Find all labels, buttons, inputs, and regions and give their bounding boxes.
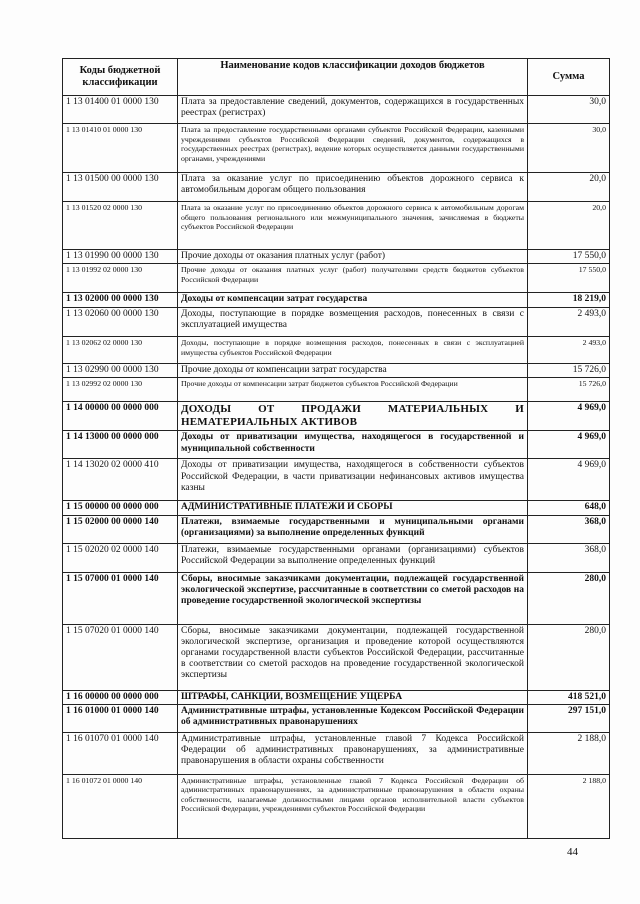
table-row [63, 250, 610, 264]
row-name: Платежи, взимаемые государственными органами (организациями) субъектов Российской Федерации за выполнение определенных функций [178, 543, 528, 572]
row-code: 1 13 02060 00 0000 130 [63, 308, 178, 337]
row-sum: 2 188,0 [528, 774, 610, 838]
row-code: 1 13 01400 01 0000 130 [63, 96, 178, 124]
row-code: 1 13 01500 00 0000 130 [63, 173, 178, 202]
table-row [63, 264, 610, 293]
row-code: 1 15 02000 00 0000 140 [63, 515, 178, 543]
row-name: Доходы, поступающие в порядке возмещения расходов, понесенных в связи с эксплуатацией имущества [178, 308, 528, 337]
row-name: Административные штрафы, установленные Кодексом Российской Федерации об административных правонарушениях [178, 704, 528, 732]
row-name: АДМИНИСТРАТИВНЫЕ ПЛАТЕЖИ И СБОРЫ [178, 501, 528, 515]
row-name: Доходы от компенсации затрат государства [178, 293, 528, 308]
row-name: Плата за предоставление государственными органами субъектов Российской Федерации, казенными учреждениями субъектов Российской Федерации сведений, документов, содержащихся в государственных реестрах (регистрах), ведение которых осуществляется данными государственными органами, учреждениями [178, 124, 528, 173]
row-code: 1 15 02020 02 0000 140 [63, 543, 178, 572]
row-code: 1 16 01072 01 0000 140 [63, 774, 178, 838]
table-row [63, 308, 610, 337]
table-row [63, 572, 610, 624]
row-name: ДОХОДЫ ОТ ПРОДАЖИ МАТЕРИАЛЬНЫХ И НЕМАТЕРИАЛЬНЫХ АКТИВОВ [178, 402, 528, 431]
table-row [63, 624, 610, 690]
row-sum: 648,0 [528, 501, 610, 515]
row-sum: 280,0 [528, 624, 610, 690]
row-name: Плата за оказание услуг по присоединению объектов дорожного сервиса к автомобильным дорогам общего пользования [178, 173, 528, 202]
row-sum: 20,0 [528, 173, 610, 202]
header-name: Наименование кодов классификации доходов бюджетов [178, 59, 528, 96]
table-row [63, 774, 610, 838]
row-sum: 18 219,0 [528, 293, 610, 308]
row-code: 1 13 02062 02 0000 130 [63, 337, 178, 364]
row-name: Платежи, взимаемые государственными и муниципальными органами (организациями) за выполнение определенных функций [178, 515, 528, 543]
table-row [63, 378, 610, 402]
row-sum: 4 969,0 [528, 431, 610, 459]
table-row [63, 431, 610, 459]
row-code: 1 16 01000 01 0000 140 [63, 704, 178, 732]
table-row [63, 202, 610, 250]
table-row [63, 173, 610, 202]
row-name: Доходы от приватизации имущества, находящегося в собственности субъектов Российской Федерации, в части приватизации нефинансовых активов имущества казны [178, 459, 528, 501]
row-sum: 20,0 [528, 202, 610, 250]
row-sum: 418 521,0 [528, 690, 610, 704]
row-name: Прочие доходы от оказания платных услуг (работ) получателями средств бюджетов субъектов Российской Федерации [178, 264, 528, 293]
row-name: Сборы, вносимые заказчиками документации, подлежащей государственной экологической экспертизе, организация и проведение которой осуществляются органами государственной власти субъектов Российской Федерации, рассчитанные в соответствии со сметой расходов на проведение государственной экологической экспертизы [178, 624, 528, 690]
row-sum: 297 151,0 [528, 704, 610, 732]
row-code: 1 15 07020 01 0000 140 [63, 624, 178, 690]
row-sum: 2 188,0 [528, 732, 610, 774]
row-name: Сборы, вносимые заказчиками документации, подлежащей государственной экологической экспертизе, рассчитанные в соответствии со сметой расходов на проведение государственной экологической экспертизы [178, 572, 528, 624]
row-code: 1 15 00000 00 0000 000 [63, 501, 178, 515]
row-name: Доходы, поступающие в порядке возмещения расходов, понесенных в связи с эксплуатацией имущества субъектов Российской Федерации [178, 337, 528, 364]
row-name: Прочие доходы от компенсации затрат бюджетов субъектов Российской Федерации [178, 378, 528, 402]
row-code: 1 13 01990 00 0000 130 [63, 250, 178, 264]
header-sum: Сумма [528, 59, 610, 96]
row-sum: 368,0 [528, 515, 610, 543]
row-name: ШТРАФЫ, САНКЦИИ, ВОЗМЕЩЕНИЕ УЩЕРБА [178, 690, 528, 704]
row-sum: 15 726,0 [528, 378, 610, 402]
table-row [63, 515, 610, 543]
table-row [63, 501, 610, 515]
row-sum: 17 550,0 [528, 250, 610, 264]
row-name: Административные штрафы, установленные главой 7 Кодекса Российской Федерации об административных правонарушениях, за административные правонарушения в области охраны собственности, налагаемые должностными лицами органов исполнительной власти субъектов Российской Федерации, учреждениями субъектов Российской Федерации [178, 774, 528, 838]
row-sum: 4 969,0 [528, 402, 610, 431]
row-code: 1 15 07000 01 0000 140 [63, 572, 178, 624]
row-code: 1 13 02000 00 0000 130 [63, 293, 178, 308]
table-row [63, 690, 610, 704]
row-sum: 368,0 [528, 543, 610, 572]
row-code: 1 13 01992 02 0000 130 [63, 264, 178, 293]
table-row [63, 124, 610, 173]
header-code: Коды бюджетной классификации [63, 59, 178, 96]
row-sum: 2 493,0 [528, 337, 610, 364]
row-code: 1 14 00000 00 0000 000 [63, 402, 178, 431]
table-row [63, 402, 610, 431]
row-code: 1 13 01410 01 0000 130 [63, 124, 178, 173]
row-sum: 280,0 [528, 572, 610, 624]
table-row [63, 293, 610, 308]
budget-classification-table [62, 58, 610, 839]
row-sum: 15 726,0 [528, 364, 610, 378]
row-sum: 2 493,0 [528, 308, 610, 337]
table-row [63, 732, 610, 774]
row-code: 1 13 02990 00 0000 130 [63, 364, 178, 378]
row-code: 1 16 01070 01 0000 140 [63, 732, 178, 774]
row-name: Прочие доходы от компенсации затрат государства [178, 364, 528, 378]
table-header-row [63, 59, 610, 96]
table-row [63, 337, 610, 364]
table-row [63, 96, 610, 124]
row-sum: 30,0 [528, 124, 610, 173]
row-sum: 30,0 [528, 96, 610, 124]
row-name: Доходы от приватизации имущества, находящегося в государственной и муниципальной собственности [178, 431, 528, 459]
row-code: 1 14 13000 00 0000 000 [63, 431, 178, 459]
row-name: Плата за оказание услуг по присоединению объектов дорожного сервиса к автомобильным дорогам общего пользования регионального или межмуниципального значения, зачисляемая в бюджеты субъектов Российской Федерации [178, 202, 528, 250]
row-name: Прочие доходы от оказания платных услуг (работ) [178, 250, 528, 264]
table-row [63, 543, 610, 572]
table-row [63, 364, 610, 378]
row-name: Административные штрафы, установленные главой 7 Кодекса Российской Федерации об административных правонарушениях, за административные правонарушения в области охраны собственности [178, 732, 528, 774]
table-row [63, 459, 610, 501]
row-code: 1 16 00000 00 0000 000 [63, 690, 178, 704]
row-sum: 4 969,0 [528, 459, 610, 501]
page-number: 44 [567, 846, 578, 858]
row-code: 1 13 02992 02 0000 130 [63, 378, 178, 402]
table-row [63, 704, 610, 732]
row-name: Плата за предоставление сведений, документов, содержащихся в государственных реестрах (регистрах) [178, 96, 528, 124]
row-sum: 17 550,0 [528, 264, 610, 293]
row-code: 1 14 13020 02 0000 410 [63, 459, 178, 501]
row-code: 1 13 01520 02 0000 130 [63, 202, 178, 250]
